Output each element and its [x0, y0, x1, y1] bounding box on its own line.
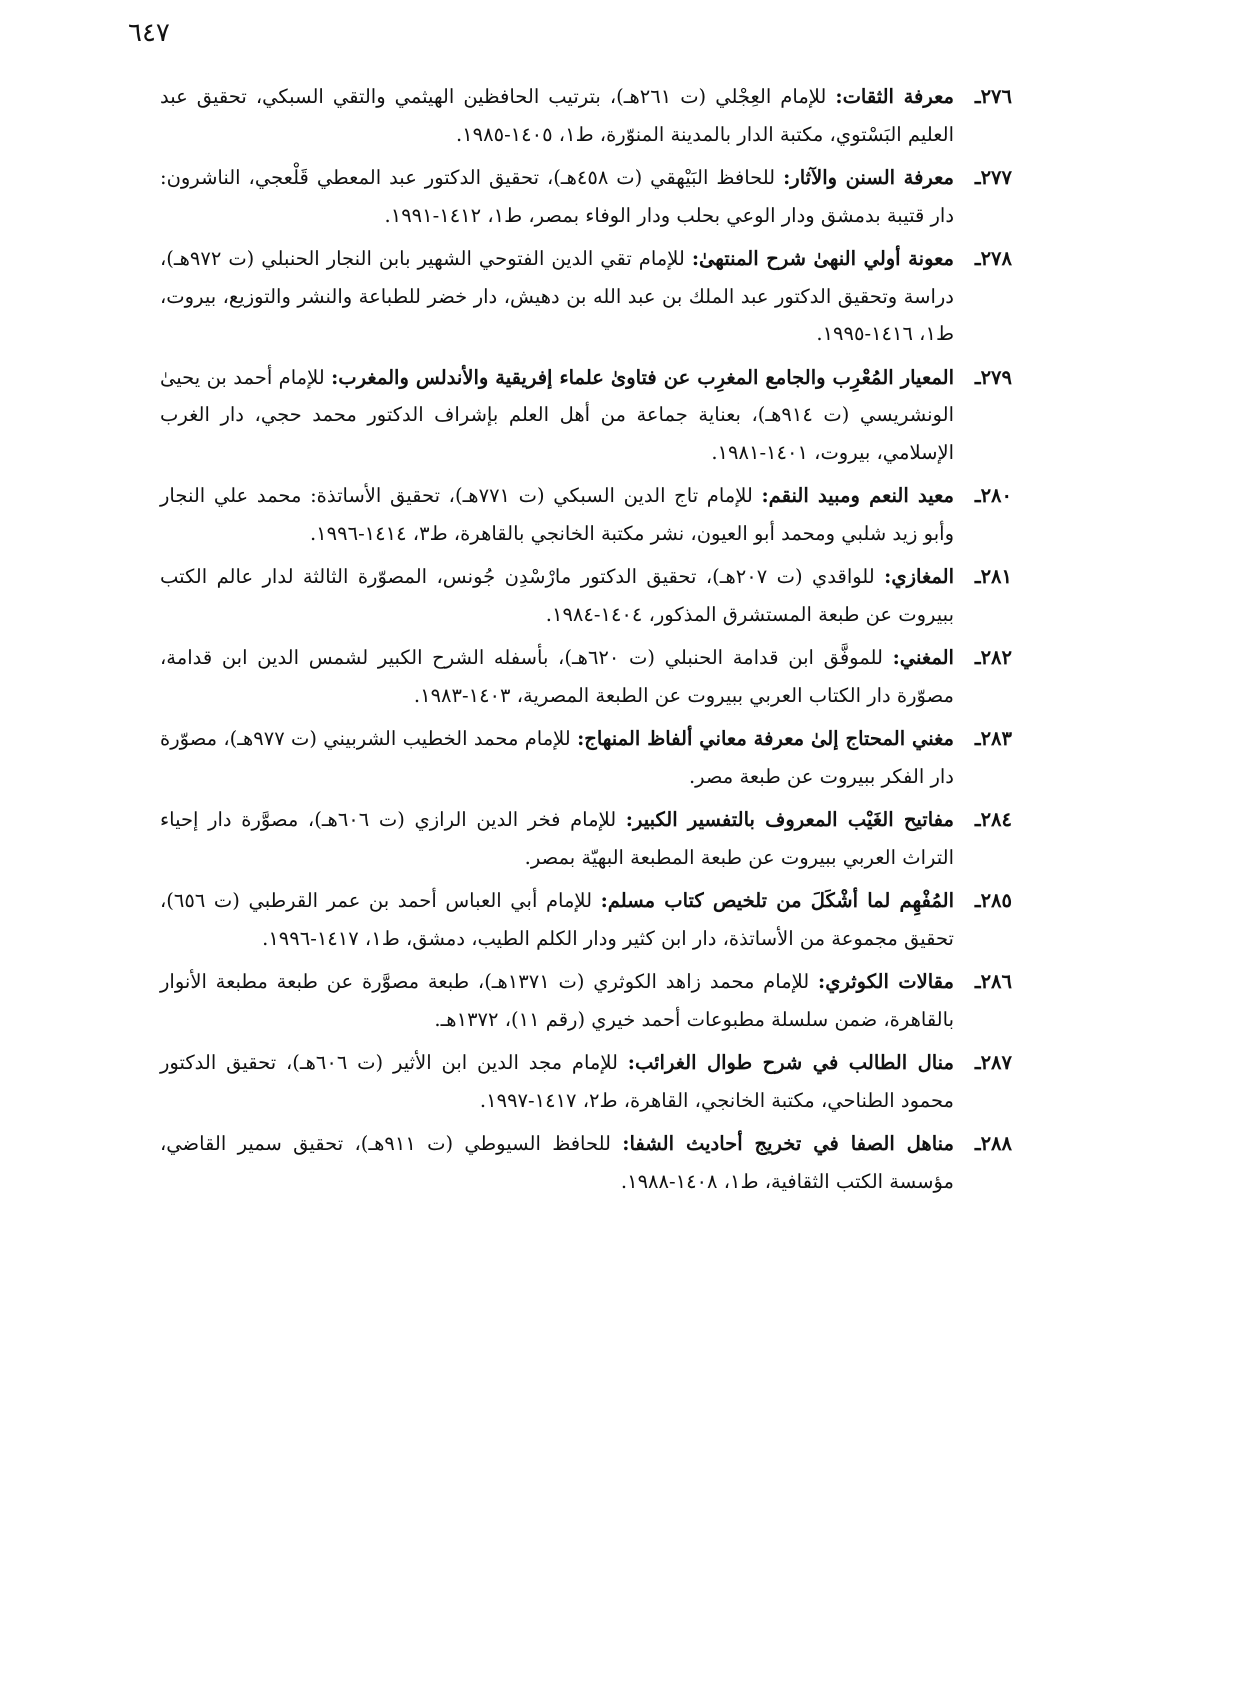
entry-title: المُفْهِم لما أشْكَلَ من تلخيص كتاب مسلم: — [600, 889, 954, 912]
entry-title: مناهل الصفا في تخريج أحاديث الشفا: — [622, 1132, 954, 1155]
entry-title: مفاتيح الغَيْب المعروف بالتفسير الكبير: — [625, 808, 954, 831]
entry-number: ٢٨٨ـ — [974, 1132, 1012, 1155]
entry-number: ٢٨٥ـ — [974, 889, 1012, 912]
bibliography-entry — [160, 963, 1012, 1038]
bibliography-entry — [160, 639, 1012, 714]
bibliography-entry — [160, 359, 1012, 472]
bibliography-entry — [160, 558, 1012, 633]
entry-number: ٢٧٧ـ — [974, 166, 1012, 189]
entry-details: للإمام محمد الخطيب الشربيني (ت ٩٧٧هـ)، مصوّرة دار الفكر ببيروت عن طبعة مصر. — [160, 727, 954, 788]
entry-number: ٢٧٨ـ — [974, 247, 1012, 270]
entry-details: للإمام العِجْلي (ت ٢٦١هـ)، بترتيب الحافظين الهيثمي والتقي السبكي، تحقيق عبد العليم البَسْتوي، مكتبة الدار بالمدينة المنوّرة، ط١، ١٤٠٥-١٩٨٥. — [160, 85, 954, 146]
entry-number: ٢٧٦ـ — [974, 85, 1012, 108]
entry-title: مغني المحتاج إلىٰ معرفة معاني ألفاظ المنهاج: — [577, 727, 955, 750]
entry-number: ٢٨٤ـ — [974, 808, 1012, 831]
entry-title: معيد النعم ومبيد النقم: — [761, 484, 954, 507]
entry-title: المغازي: — [884, 565, 954, 588]
entry-details: للإمام أبي العباس أحمد بن عمر القرطبي (ت ٦٥٦)، تحقيق مجموعة من الأساتذة، دار ابن كثير ودار الكلم الطيب، دمشق، ط١، ١٤١٧-١٩٩٦. — [160, 889, 954, 950]
bibliography-entry — [160, 477, 1012, 552]
bibliography-entry — [160, 1044, 1012, 1119]
bibliography-entry — [160, 159, 1012, 234]
entry-details: للواقدي (ت ٢٠٧هـ)، تحقيق الدكتور مارْسْدِن جُونس، المصوّرة الثالثة لدار عالم الكتب ببيروت عن طبعة المستشرق المذكور، ١٤٠٤-١٩٨٤. — [160, 565, 954, 626]
entry-number: ٢٨٧ـ — [974, 1051, 1012, 1074]
entry-details: للإمام فخر الدين الرازي (ت ٦٠٦هـ)، مصوَّرة دار إحياء التراث العربي ببيروت عن طبعة المطبعة البهيّة بمصر. — [160, 808, 954, 869]
bibliography-entry — [160, 801, 1012, 876]
entry-number: ٢٨٣ـ — [974, 727, 1012, 750]
entry-details: للإمام تقي الدين الفتوحي الشهير بابن النجار الحنبلي (ت ٩٧٢هـ)، دراسة وتحقيق الدكتور عبد الملك بن عبد الله بن دهيش، دار خضر للطباعة والنشر والتوزيع، بيروت، ط١، ١٤١٦-١٩٩٥. — [160, 247, 954, 345]
bibliography-entry — [160, 720, 1012, 795]
page-number: ٦٤٧ — [128, 18, 170, 48]
bibliography-entry — [160, 882, 1012, 957]
entry-title: المعيار المُعْرِب والجامع المغرِب عن فتاوىٰ علماء إفريقية والأندلس والمغرب: — [331, 365, 954, 389]
bibliography-list — [160, 78, 1012, 1206]
entry-details: للإمام تاج الدين السبكي (ت ٧٧١هـ)، تحقيق الأساتذة: محمد علي النجار وأبو زيد شلبي ومحمد أبو العيون، نشر مكتبة الخانجي بالقاهرة، ط٣، ١٤١٤-١٩٩٦. — [160, 484, 954, 545]
entry-number: ٢٨١ـ — [974, 565, 1012, 588]
entry-details: للحافظ السيوطي (ت ٩١١هـ)، تحقيق سمير القاضي، مؤسسة الكتب الثقافية، ط١، ١٤٠٨-١٩٨٨. — [160, 1132, 954, 1193]
entry-details: للموفَّق ابن قدامة الحنبلي (ت ٦٢٠هـ)، بأسفله الشرح الكبير لشمس الدين ابن قدامة، مصوّرة دار الكتاب العربي ببيروت عن الطبعة المصرية، ١٤٠٣-١٩٨٣. — [160, 646, 954, 707]
bibliography-entry — [160, 1125, 1012, 1200]
entry-details: للإمام محمد زاهد الكوثري (ت ١٣٧١هـ)، طبعة مصوَّرة عن طبعة مطبعة الأنوار بالقاهرة، ضمن سلسلة مطبوعات أحمد خيري (رقم ١١)، ١٣٧٢هـ. — [160, 970, 954, 1031]
entry-details: للإمام مجد الدين ابن الأثير (ت ٦٠٦هـ)، تحقيق الدكتور محمود الطناحي، مكتبة الخانجي، القاهرة، ط٢، ١٤١٧-١٩٩٧. — [160, 1051, 954, 1112]
entry-title: معرفة الثقات: — [835, 85, 954, 108]
entry-number: ٢٧٩ـ — [974, 365, 1012, 389]
entry-title: منال الطالب في شرح طوال الغرائب: — [627, 1051, 955, 1074]
entry-details: للإمام أحمد بن يحيىٰ الونشريسي (ت ٩١٤هـ)، بعناية جماعة من أهل العلم بإشراف الدكتور محمد حجي، دار الغرب الإسلامي، بيروت، ١٤٠١-١٩٨١. — [160, 365, 954, 464]
entry-number: ٢٨٢ـ — [974, 646, 1012, 669]
entry-title: معونة أولي النهىٰ شرح المنتهىٰ: — [691, 247, 954, 270]
bibliography-entry — [160, 240, 1012, 353]
entry-title: مقالات الكوثري: — [818, 970, 954, 993]
entry-details: للحافظ البَيْهقي (ت ٤٥٨هـ)، تحقيق الدكتور عبد المعطي قَلْعجي، الناشرون: دار قتيبة بدمشق ودار الوعي بحلب ودار الوفاء بمصر، ط١، ١٤١٢-١٩٩١. — [160, 166, 954, 227]
entry-title: معرفة السنن والآثار: — [783, 166, 954, 189]
entry-title: المغني: — [892, 646, 954, 669]
entry-number: ٢٨٦ـ — [974, 970, 1012, 993]
entry-number: ٢٨٠ـ — [974, 484, 1012, 507]
bibliography-entry — [160, 78, 1012, 153]
